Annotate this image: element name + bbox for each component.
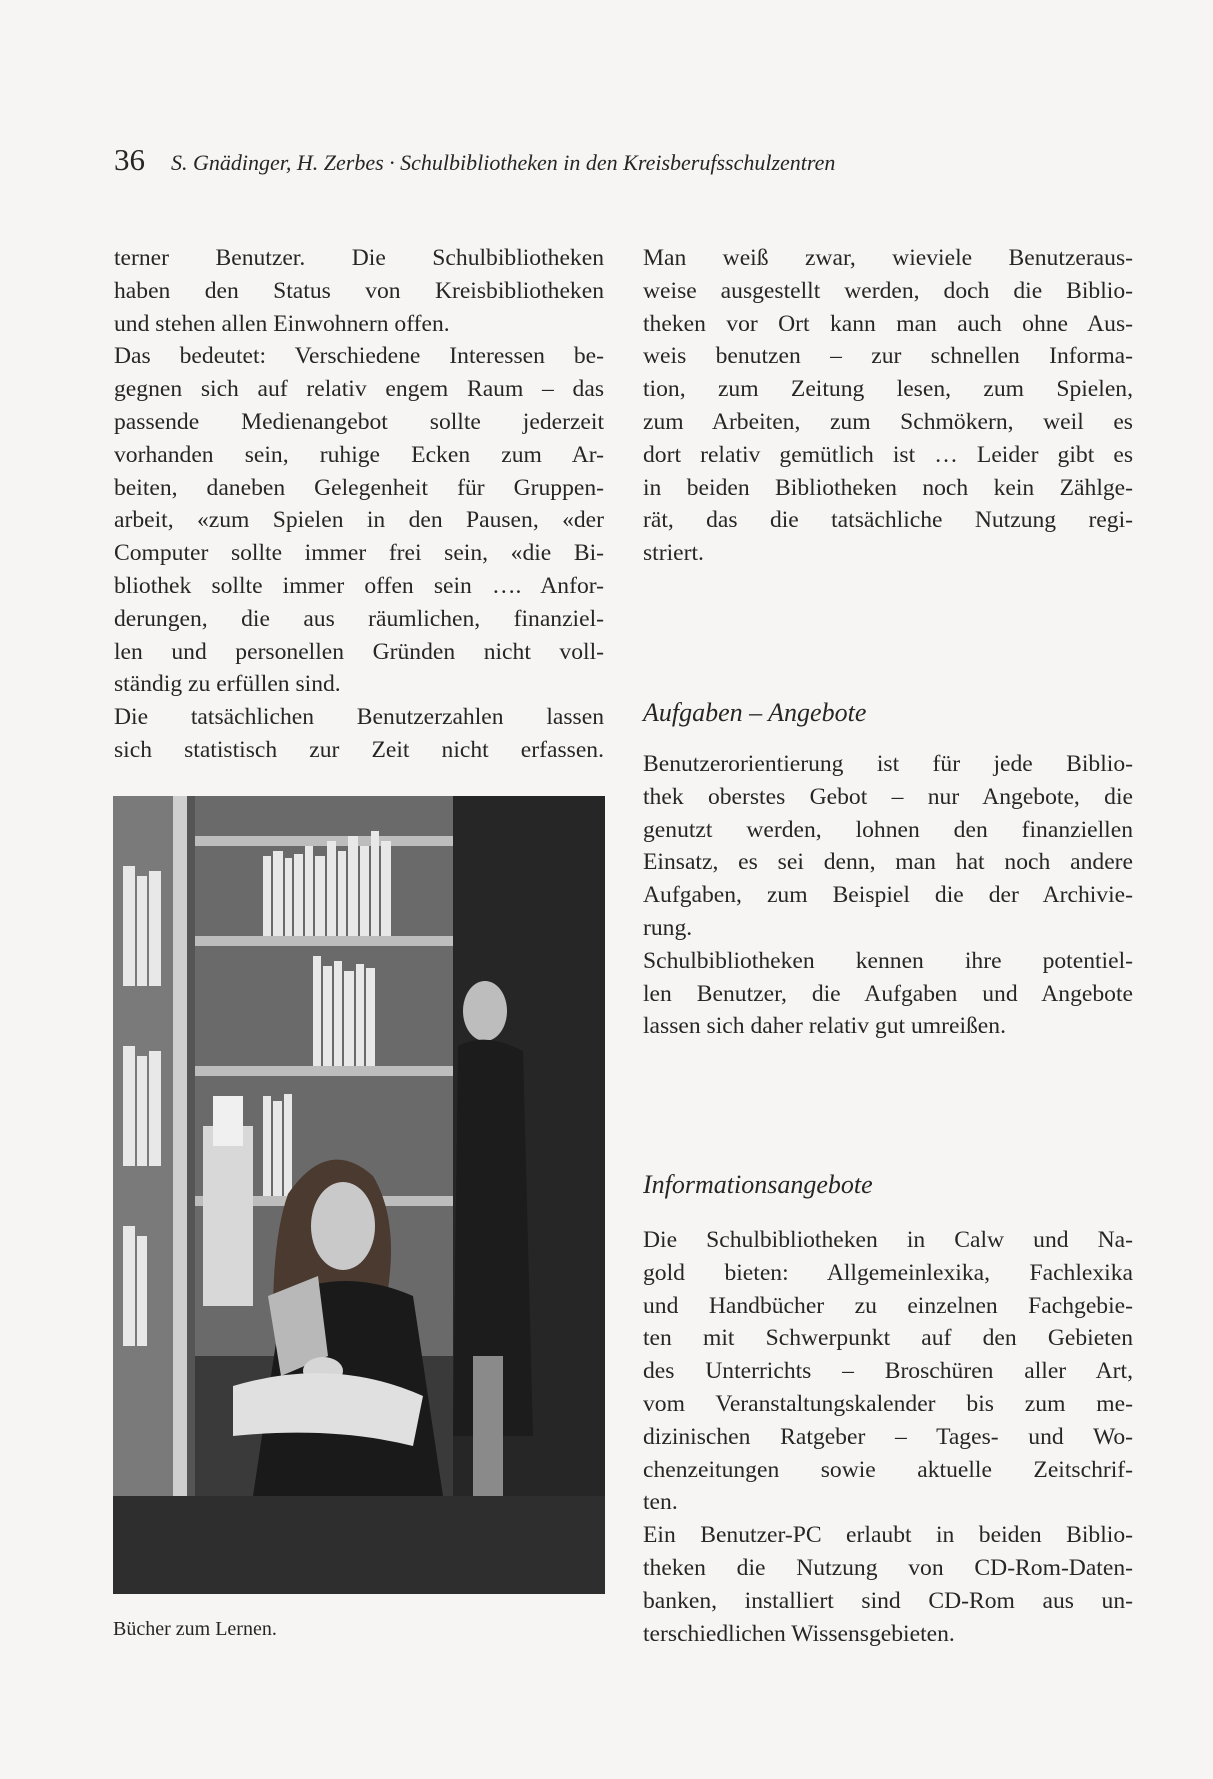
section-heading-aufgaben: Aufgaben – Angebote [643,698,867,727]
text-line: gegnen sich auf relativ engem Raum – das [114,376,604,403]
text-line: len und personellen Gründen nicht voll- [114,638,604,665]
left-column [114,242,604,767]
text-line: ten mit Schwerpunkt auf den Gebieten [643,1325,1133,1352]
text-line: und stehen allen Einwohnern offen. [114,310,450,337]
text-line: Schulbibliotheken kennen ihre potentiel- [643,947,1133,974]
text-line: ten. [643,1489,678,1516]
text-line: bliothek sollte immer offen sein …. Anfor- [114,572,604,599]
text-line: dort relativ gemütlich ist … Leider gibt es [643,441,1133,468]
text-line: beiten, daneben Gelegenheit für Gruppen- [114,474,604,501]
text-line: Benutzerorientierung ist für jede Biblio- [643,751,1133,777]
text-line: tion, zum Zeitung lesen, zum Spielen, [643,376,1133,403]
right-paragraph-1 [643,242,1133,570]
text-line: ständig zu erfüllen sind. [114,671,341,698]
text-line: des Unterrichts – Broschüren aller Art, [643,1358,1133,1385]
text-line: derungen, die aus räumlichen, finanziel- [114,605,604,632]
text-line: chenzeitungen sowie aktuelle Zeitschrif- [643,1456,1133,1483]
text-line: passende Medienangebot sollte jederzeit [114,408,604,435]
text-line: genutzt werden, lohnen den finanziellen [643,816,1133,843]
text-line: terner Benutzer. Die Schulbibliotheken [114,245,604,271]
text-line: lassen sich daher relativ gut umreißen. [643,1013,1006,1040]
right-paragraph-5 [643,1519,1133,1650]
left-paragraph-2 [114,340,604,701]
section-aufgaben-body [643,748,1133,1043]
text-line: arbeit, «zum Spielen in den Pausen, «der [114,507,604,534]
text-line: Computer sollte immer frei sein, «die Bi- [114,540,604,567]
text-line: Einsatz, es sei denn, man hat noch andere [643,849,1133,876]
page-header [114,142,1014,178]
right-paragraph-4 [643,1224,1133,1519]
left-paragraph-3 [114,701,604,767]
text-line: thek oberstes Gebot – nur Angebote, die [643,783,1133,810]
photo-caption: Bücher zum Lernen. [113,1618,277,1640]
text-line: vorhanden sein, ruhige Ecken zum Ar- [114,441,604,468]
text-line: Die Schulbibliotheken in Calw und Na- [643,1227,1133,1253]
library-photo [113,796,605,1594]
text-line: theken die Nutzung von CD-Rom-Daten- [643,1554,1133,1581]
text-line: rung. [643,914,693,941]
text-line: Die tatsächlichen Benutzerzahlen lassen [114,704,604,731]
text-line: gold bieten: Allgemeinlexika, Fachlexika [643,1259,1133,1286]
text-line: Ein Benutzer-PC erlaubt in beiden Biblio- [643,1522,1133,1549]
text-line: theken vor Ort kann man auch ohne Aus- [643,310,1133,337]
text-line: haben den Status von Kreisbibliotheken [114,277,604,304]
text-line: zum Arbeiten, zum Schmökern, weil es [643,408,1133,435]
text-line: terschiedlichen Wissensgebieten. [643,1620,955,1647]
text-line: len Benutzer, die Aufgaben und Angebote [643,980,1133,1007]
right-column [643,242,1133,570]
text-line: und Handbücher zu einzelnen Fachgebie- [643,1292,1133,1319]
text-line: sich statistisch zur Zeit nicht erfassen. [114,736,604,763]
text-line: Das bedeutet: Verschiedene Interessen be- [114,343,604,370]
right-paragraph-2 [643,748,1133,945]
text-line: banken, installiert sind CD-Rom aus un- [643,1587,1133,1614]
text-line: in beiden Bibliotheken noch kein Zählge- [643,474,1133,501]
text-line: weis benutzen – zur schnellen Informa- [643,343,1133,370]
left-paragraph-1 [114,242,604,340]
section-informationsangebote-body [643,1224,1133,1650]
text-line: vom Veranstaltungskalender bis zum me- [643,1390,1133,1417]
text-line: rät, das die tatsächliche Nutzung regi- [643,507,1133,534]
text-line: striert. [643,540,704,567]
page-number: 36 [114,142,145,177]
right-paragraph-3 [643,945,1133,1043]
text-line: Aufgaben, zum Beispiel die der Archivie- [643,882,1133,909]
text-line: dizinischen Ratgeber – Tages- und Wo- [643,1423,1133,1450]
text-line: Man weiß zwar, wieviele Benutzeraus- [643,245,1133,271]
section-heading-informationsangebote: Informationsangebote [643,1170,873,1199]
running-head: S. Gnädinger, H. Zerbes · Schulbibliotheken in den Kreisberufsschulzentren [171,150,836,175]
text-line: weise ausgestellt werden, doch die Biblio- [643,277,1133,304]
